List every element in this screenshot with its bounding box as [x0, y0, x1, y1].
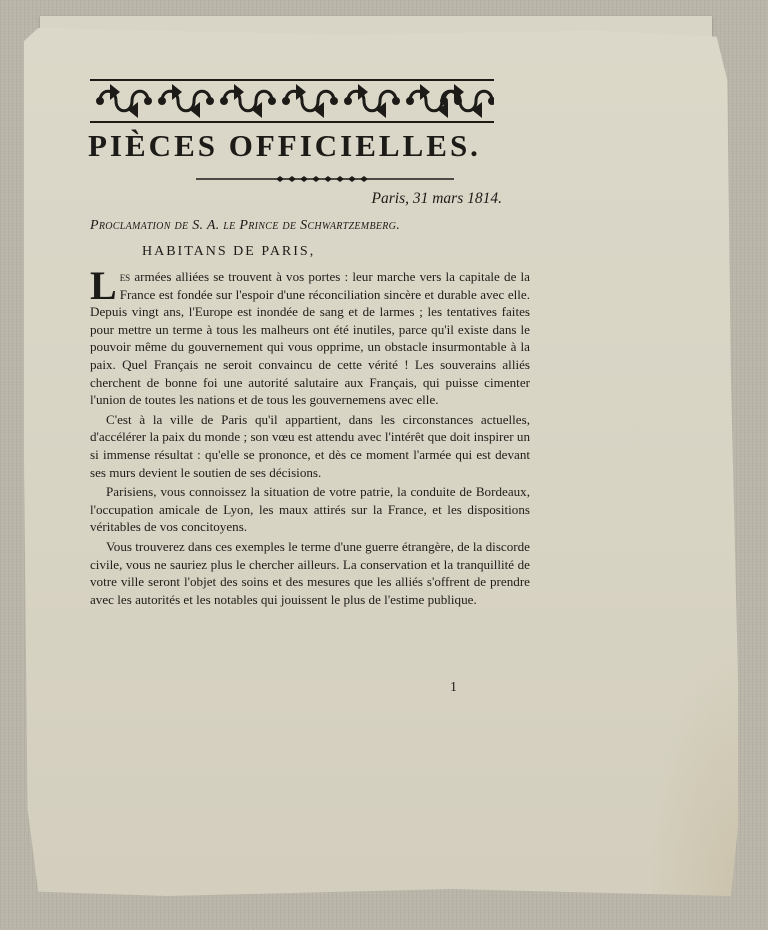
- signature-mark: 1: [450, 680, 457, 695]
- paragraph-text: armées alliées se trouvent à vos portes : leur marche vers la capitale de la France est fondée sur l'espoir d'une réconciliation sincère et durable avec elle. Depuis vingt ans, l'Europe est inondée de sang et de larmes ; les tentatives faites pour mettre un terme à tous les malheurs ont été inutiles, parce qu'il existe dans le pouvoir même du gouvernement qui vous opprime, un obstacle insurmontable à la paix. Quel Français ne seroit convaincu de cette vérité ! Les souverains alliés cherchent de bonne foi une autorité salutaire aux Français, qui puisse cimenter l'union de toutes les nations et de tous les gouvernemens avec elle.: [90, 269, 530, 408]
- document-title: PIÈCES OFFICIELLES.: [88, 128, 481, 163]
- paragraph: C'est à la ville de Paris qu'il appartient, dans les circonstances actuelles, d'accélérer la paix du monde ; son vœu est attendu avec l'intérêt que doit inspirer un si immense résultat : qu'elle se prononce, et dès ce moment l'armée qui est devant ses murs devient le soutien de ses décisions.: [90, 411, 530, 480]
- paragraph: Parisiens, vous connoissez la situation de votre patrie, la conduite de Bordeaux, l'occupation amicale de Lyon, les maux attirés sur la France, et les dispositions véritables de vos concitoyens.: [90, 484, 530, 535]
- proclamation-body: [90, 263, 530, 610]
- drop-cap: L: [90, 263, 117, 308]
- paragraph: Vous trouverez dans ces exemples le terme d'une guerre étrangère, de la discorde civile, vous ne sauriez plus le chercher ailleurs. La conservation et la tranquillité de votre ville seront l'objet des soins et des mesures que les alliés s'offrent de prendre avec les autorités et les notables qui jouissent le plus de l'estime publique.: [90, 538, 530, 607]
- first-word-rest: es: [119, 269, 131, 284]
- dateline: Paris, 31 mars 1814.: [371, 190, 502, 207]
- paragraph: [90, 263, 530, 409]
- paper-stain: [648, 636, 738, 896]
- greeting: HABITANS DE PARIS,: [142, 244, 316, 259]
- ornament-band-icon: [90, 76, 494, 126]
- decorative-rule-icon: [196, 174, 454, 184]
- proclamation-heading: Proclamation de S. A. le Prince de Schwartzemberg.: [90, 218, 400, 233]
